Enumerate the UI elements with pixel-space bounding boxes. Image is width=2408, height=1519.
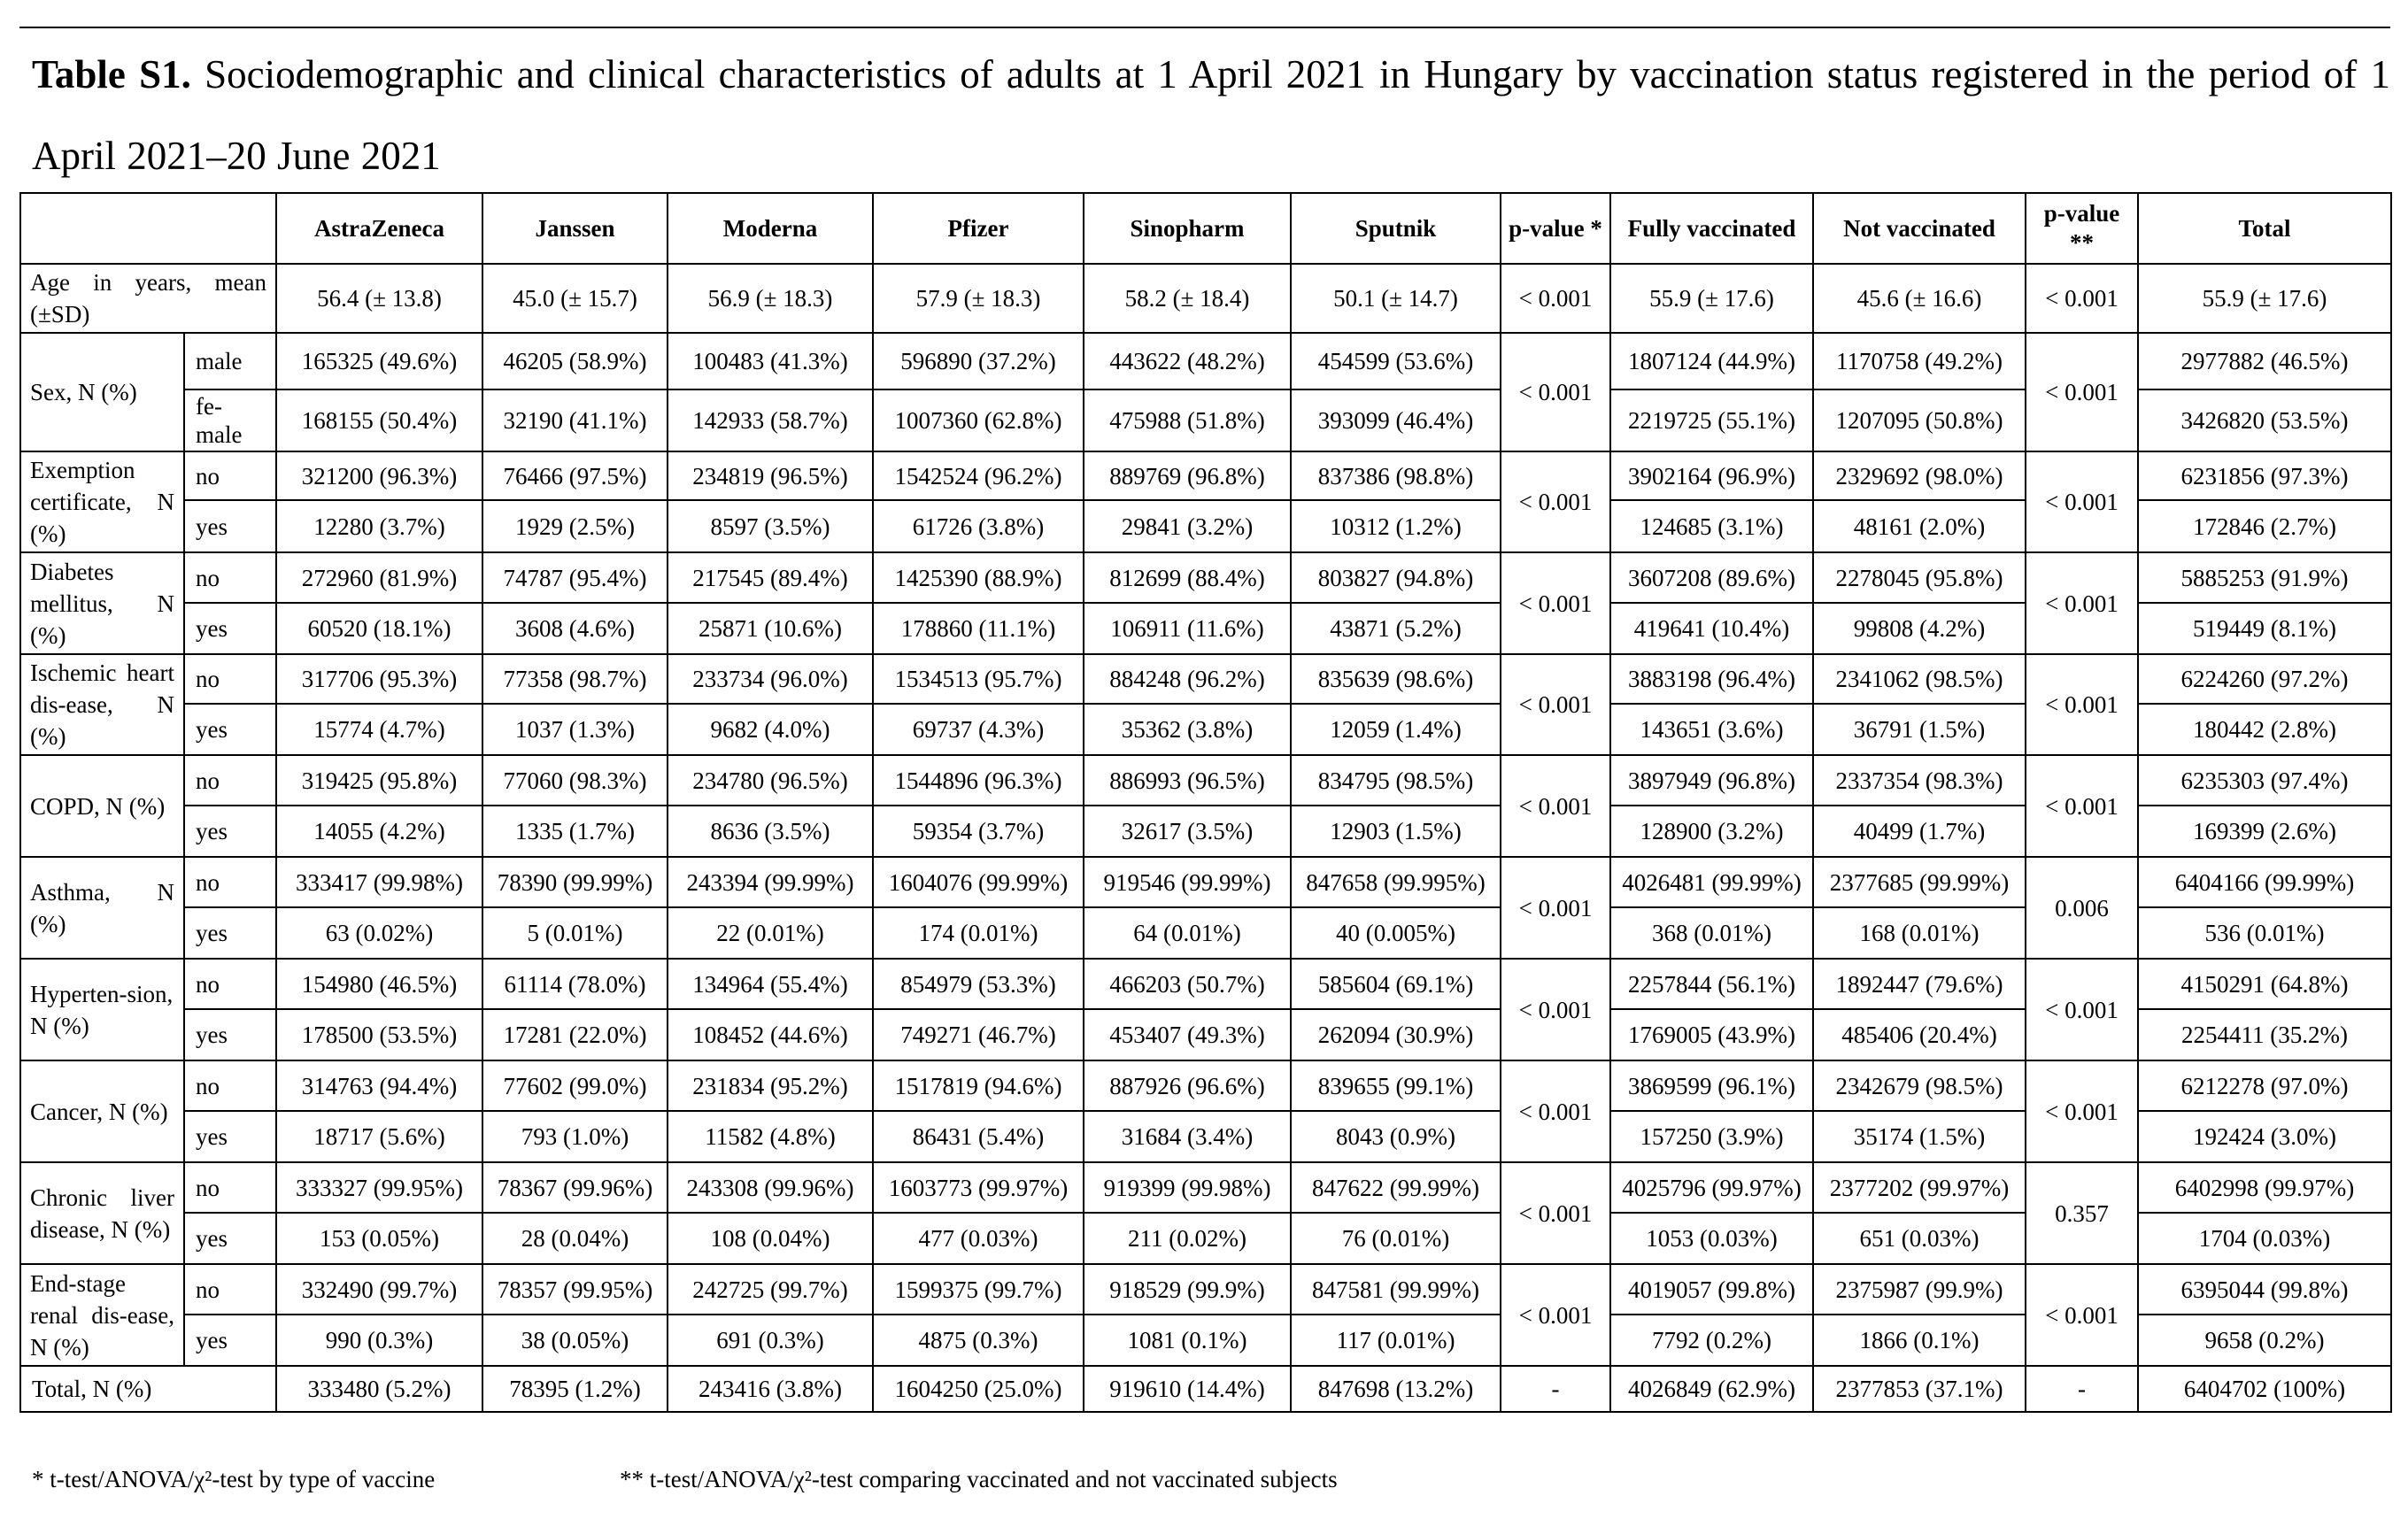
table-cell: 31684 (3.4%)	[1084, 1111, 1291, 1162]
table-cell: 154980 (46.5%)	[276, 959, 482, 1009]
table-cell: 314763 (94.4%)	[276, 1060, 482, 1111]
table-cell: 180442 (2.8%)	[2138, 704, 2391, 755]
table-cell: 4026481 (99.99%)	[1610, 857, 1813, 907]
col-header-astrazeneca: AstraZeneca	[276, 193, 482, 264]
table-cell: 6402998 (99.97%)	[2138, 1162, 2391, 1213]
table-cell: 1603773 (99.97%)	[873, 1162, 1084, 1213]
table-cell: 454599 (53.6%)	[1291, 333, 1501, 389]
table-cell: 1604250 (25.0%)	[873, 1366, 1084, 1412]
table-cell: 886993 (96.5%)	[1084, 755, 1291, 806]
table-cell: 100483 (41.3%)	[668, 333, 873, 389]
row-group-label: Asthma, N (%)	[20, 857, 184, 959]
table-cell: 12903 (1.5%)	[1291, 806, 1501, 857]
row-sublabel: no	[184, 654, 276, 704]
pvalue-cell: -	[2026, 1366, 2138, 1412]
table-cell: 38 (0.05%)	[482, 1315, 668, 1366]
table-cell: 78357 (99.95%)	[482, 1264, 668, 1315]
header-row	[20, 193, 2391, 264]
table-cell: 178860 (11.1%)	[873, 603, 1084, 654]
table-caption	[32, 34, 2390, 197]
table-cell: 157250 (3.9%)	[1610, 1111, 1813, 1162]
pvalue-cell: < 0.001	[2026, 1060, 2138, 1162]
table-cell: 485406 (20.4%)	[1813, 1009, 2026, 1060]
table-cell: 178500 (53.5%)	[276, 1009, 482, 1060]
row-sublabel: no	[184, 1162, 276, 1213]
table-cell: 919399 (99.98%)	[1084, 1162, 1291, 1213]
pvalue-cell: 0.006	[2026, 857, 2138, 959]
age-row	[20, 264, 2391, 333]
table-cell: 1544896 (96.3%)	[873, 755, 1084, 806]
table-cell: 2337354 (98.3%)	[1813, 755, 2026, 806]
table-row	[20, 1162, 2391, 1213]
table-cell: 9658 (0.2%)	[2138, 1315, 2391, 1366]
table-cell: 317706 (95.3%)	[276, 654, 482, 704]
row-group-label: Diabetes mellitus, N (%)	[20, 552, 184, 654]
table-cell: 8636 (3.5%)	[668, 806, 873, 857]
table-cell: 106911 (11.6%)	[1084, 603, 1291, 654]
table-cell: 29841 (3.2%)	[1084, 500, 1291, 552]
table-cell: 76466 (97.5%)	[482, 451, 668, 500]
table-cell: 585604 (69.1%)	[1291, 959, 1501, 1009]
table-cell: 172846 (2.7%)	[2138, 500, 2391, 552]
table-cell: 78390 (99.99%)	[482, 857, 668, 907]
table-cell: 2254411 (35.2%)	[2138, 1009, 2391, 1060]
pvalue-cell: < 0.001	[2026, 333, 2138, 451]
pvalue-cell: < 0.001	[2026, 451, 2138, 552]
row-sublabel: yes	[184, 1009, 276, 1060]
table-cell: 2375987 (99.9%)	[1813, 1264, 2026, 1315]
row-label-age: Age in years, mean (±SD)	[20, 264, 276, 333]
pvalue-cell: < 0.001	[2026, 552, 2138, 654]
table-row	[20, 451, 2391, 500]
table-cell: 596890 (37.2%)	[873, 333, 1084, 389]
col-header-pfizer: Pfizer	[873, 193, 1084, 264]
table-cell: 43871 (5.2%)	[1291, 603, 1501, 654]
table-cell: 272960 (81.9%)	[276, 552, 482, 603]
table-cell: 453407 (49.3%)	[1084, 1009, 1291, 1060]
table-cell: 243416 (3.8%)	[668, 1366, 873, 1412]
table-row	[20, 1060, 2391, 1111]
table-cell: 124685 (3.1%)	[1610, 500, 1813, 552]
col-header-moderna: Moderna	[668, 193, 873, 264]
total-row	[20, 1366, 2391, 1412]
table-cell: 2977882 (46.5%)	[2138, 333, 2391, 389]
table-cell: 59354 (3.7%)	[873, 806, 1084, 857]
row-label-total: Total, N (%)	[20, 1366, 276, 1412]
table-cell: 74787 (95.4%)	[482, 552, 668, 603]
col-header-pvalue-vaccine-type: p-value *	[1501, 193, 1610, 264]
table-row	[20, 755, 2391, 806]
table-cell: 651 (0.03%)	[1813, 1213, 2026, 1264]
table-cell: 174 (0.01%)	[873, 907, 1084, 959]
row-sublabel: male	[184, 333, 276, 389]
pvalue-cell: < 0.001	[1501, 264, 1610, 333]
table-cell: 847581 (99.99%)	[1291, 1264, 1501, 1315]
table-cell: 2377853 (37.1%)	[1813, 1366, 2026, 1412]
table-cell: 17281 (22.0%)	[482, 1009, 668, 1060]
table-cell: 1807124 (44.9%)	[1610, 333, 1813, 389]
table-cell: 847658 (99.995%)	[1291, 857, 1501, 907]
row-group-label: Cancer, N (%)	[20, 1060, 184, 1162]
table-cell: 36791 (1.5%)	[1813, 704, 2026, 755]
table-cell: 847622 (99.99%)	[1291, 1162, 1501, 1213]
row-group-label: Exemption certificate, N (%)	[20, 451, 184, 552]
table-cell: 46205 (58.9%)	[482, 333, 668, 389]
table-cell: 11582 (4.8%)	[668, 1111, 873, 1162]
table-cell: 99808 (4.2%)	[1813, 603, 2026, 654]
table-cell: 3608 (4.6%)	[482, 603, 668, 654]
table-cell: 6231856 (97.3%)	[2138, 451, 2391, 500]
table-cell: 2342679 (98.5%)	[1813, 1060, 2026, 1111]
row-sublabel: no	[184, 755, 276, 806]
table-cell: 1604076 (99.99%)	[873, 857, 1084, 907]
footnote-vaccinated: ** t-test/ANOVA/χ²-test comparing vaccinated and not vaccinated subjects	[620, 1466, 1338, 1492]
table-cell: 1007360 (62.8%)	[873, 389, 1084, 451]
col-header-fully-vaccinated: Fully vaccinated	[1610, 193, 1813, 264]
table-cell: 3902164 (96.9%)	[1610, 451, 1813, 500]
pvalue-cell: < 0.001	[2026, 959, 2138, 1060]
pvalue-cell: < 0.001	[1501, 451, 1610, 552]
table-cell: 847698 (13.2%)	[1291, 1366, 1501, 1412]
table-cell: 3869599 (96.1%)	[1610, 1060, 1813, 1111]
table-cell: 4019057 (99.8%)	[1610, 1264, 1813, 1315]
pvalue-cell: < 0.001	[1501, 333, 1610, 451]
table-cell: 10312 (1.2%)	[1291, 500, 1501, 552]
pvalue-cell: < 0.001	[1501, 552, 1610, 654]
row-sublabel: yes	[184, 1213, 276, 1264]
table-cell: 14055 (4.2%)	[276, 806, 482, 857]
table-cell: 61114 (78.0%)	[482, 959, 668, 1009]
table-cell: 1599375 (99.7%)	[873, 1264, 1084, 1315]
row-sublabel: yes	[184, 500, 276, 552]
table-cell: 2329692 (98.0%)	[1813, 451, 2026, 500]
table-cell: 1769005 (43.9%)	[1610, 1009, 1813, 1060]
table-cell: 108 (0.04%)	[668, 1213, 873, 1264]
table-cell: 18717 (5.6%)	[276, 1111, 482, 1162]
table-cell: 77060 (98.3%)	[482, 755, 668, 806]
table-cell: 3607208 (89.6%)	[1610, 552, 1813, 603]
table-cell: 69737 (4.3%)	[873, 704, 1084, 755]
table-cell: 837386 (98.8%)	[1291, 451, 1501, 500]
table-cell: 55.9 (± 17.6)	[1610, 264, 1813, 333]
table-cell: 142933 (58.7%)	[668, 389, 873, 451]
row-sublabel: yes	[184, 1111, 276, 1162]
col-header-not-vaccinated: Not vaccinated	[1813, 193, 2026, 264]
table-cell: 1053 (0.03%)	[1610, 1213, 1813, 1264]
table-cell: 77358 (98.7%)	[482, 654, 668, 704]
table-cell: 35362 (3.8%)	[1084, 704, 1291, 755]
row-group-label: Ischemic heart dis-ease, N (%)	[20, 654, 184, 755]
pvalue-cell: < 0.001	[1501, 1060, 1610, 1162]
table-cell: 2257844 (56.1%)	[1610, 959, 1813, 1009]
table-cell: 165325 (49.6%)	[276, 333, 482, 389]
table-cell: 393099 (46.4%)	[1291, 389, 1501, 451]
table-cell: 15774 (4.7%)	[276, 704, 482, 755]
pvalue-cell: -	[1501, 1366, 1610, 1412]
table-cell: 918529 (99.9%)	[1084, 1264, 1291, 1315]
table-cell: 2377202 (99.97%)	[1813, 1162, 2026, 1213]
row-group-label: Chronic liver disease, N (%)	[20, 1162, 184, 1264]
table-cell: 8043 (0.9%)	[1291, 1111, 1501, 1162]
table-cell: 12059 (1.4%)	[1291, 704, 1501, 755]
row-group-label: End-stage renal dis-ease, N (%)	[20, 1264, 184, 1366]
table-cell: 76 (0.01%)	[1291, 1213, 1501, 1264]
table-cell: 1929 (2.5%)	[482, 500, 668, 552]
col-header-sputnik: Sputnik	[1291, 193, 1501, 264]
table-cell: 884248 (96.2%)	[1084, 654, 1291, 704]
table-cell: 234780 (96.5%)	[668, 755, 873, 806]
table-cell: 233734 (96.0%)	[668, 654, 873, 704]
row-group-label: Hyperten-sion, N (%)	[20, 959, 184, 1060]
caption-label: Table S1.	[32, 52, 191, 96]
col-header-pvalue-vaccinated: p-value **	[2026, 193, 2138, 264]
table-cell: 56.4 (± 13.8)	[276, 264, 482, 333]
table-cell: 45.6 (± 16.6)	[1813, 264, 2026, 333]
table-cell: 4150291 (64.8%)	[2138, 959, 2391, 1009]
row-sublabel: yes	[184, 907, 276, 959]
table-cell: 211 (0.02%)	[1084, 1213, 1291, 1264]
table-cell: 168 (0.01%)	[1813, 907, 2026, 959]
pvalue-cell: < 0.001	[1501, 1264, 1610, 1366]
table-cell: 6235303 (97.4%)	[2138, 755, 2391, 806]
table-cell: 262094 (30.9%)	[1291, 1009, 1501, 1060]
table-cell: 919546 (99.99%)	[1084, 857, 1291, 907]
table-cell: 3426820 (53.5%)	[2138, 389, 2391, 451]
table-row	[20, 1264, 2391, 1315]
table-cell: 243394 (99.99%)	[668, 857, 873, 907]
row-sublabel: no	[184, 552, 276, 603]
table-cell: 117 (0.01%)	[1291, 1315, 1501, 1366]
table-cell: 25871 (10.6%)	[668, 603, 873, 654]
table-cell: 691 (0.3%)	[668, 1315, 873, 1366]
pvalue-cell: < 0.001	[2026, 755, 2138, 857]
table-cell: 1866 (0.1%)	[1813, 1315, 2026, 1366]
table-cell: 4875 (0.3%)	[873, 1315, 1084, 1366]
table-cell: 22 (0.01%)	[668, 907, 873, 959]
table-cell: 1037 (1.3%)	[482, 704, 668, 755]
table-cell: 55.9 (± 17.6)	[2138, 264, 2391, 333]
table-cell: 243308 (99.96%)	[668, 1162, 873, 1213]
table-cell: 108452 (44.6%)	[668, 1009, 873, 1060]
table-cell: 1170758 (49.2%)	[1813, 333, 2026, 389]
table-cell: 45.0 (± 15.7)	[482, 264, 668, 333]
table-cell: 333480 (5.2%)	[276, 1366, 482, 1412]
table-cell: 1517819 (94.6%)	[873, 1060, 1084, 1111]
row-sublabel: yes	[184, 806, 276, 857]
table-cell: 5 (0.01%)	[482, 907, 668, 959]
table-cell: 839655 (99.1%)	[1291, 1060, 1501, 1111]
table-row	[20, 959, 2391, 1009]
table-cell: 143651 (3.6%)	[1610, 704, 1813, 755]
table-cell: 990 (0.3%)	[276, 1315, 482, 1366]
table-cell: 12280 (3.7%)	[276, 500, 482, 552]
top-rule	[19, 27, 2390, 28]
table-cell: 887926 (96.6%)	[1084, 1060, 1291, 1111]
table-cell: 443622 (48.2%)	[1084, 333, 1291, 389]
table-cell: 40499 (1.7%)	[1813, 806, 2026, 857]
table-cell: 231834 (95.2%)	[668, 1060, 873, 1111]
table-cell: 64 (0.01%)	[1084, 907, 1291, 959]
table-cell: 128900 (3.2%)	[1610, 806, 1813, 857]
table-cell: 50.1 (± 14.7)	[1291, 264, 1501, 333]
table-cell: 1081 (0.1%)	[1084, 1315, 1291, 1366]
row-sublabel: no	[184, 959, 276, 1009]
footnote-vaccine-type: * t-test/ANOVA/χ²-test by type of vaccine	[32, 1466, 436, 1492]
row-sublabel: yes	[184, 704, 276, 755]
table-cell: 1207095 (50.8%)	[1813, 389, 2026, 451]
table-cell: 519449 (8.1%)	[2138, 603, 2391, 654]
table-cell: 834795 (98.5%)	[1291, 755, 1501, 806]
table-cell: 793 (1.0%)	[482, 1111, 668, 1162]
table-cell: 1704 (0.03%)	[2138, 1213, 2391, 1264]
col-header-sinopharm: Sinopharm	[1084, 193, 1291, 264]
pvalue-cell: < 0.001	[1501, 959, 1610, 1060]
caption-text: Sociodemographic and clinical characteristics of adults at 1 April 2021 in Hungary by vaccination status registered in the period of 1 April 2021–20 June 2021	[32, 52, 2391, 178]
table-cell: 3897949 (96.8%)	[1610, 755, 1813, 806]
pvalue-cell: < 0.001	[2026, 1264, 2138, 1366]
table-cell: 1534513 (95.7%)	[873, 654, 1084, 704]
pvalue-cell: < 0.001	[2026, 654, 2138, 755]
table-cell: 134964 (55.4%)	[668, 959, 873, 1009]
row-group-label: COPD, N (%)	[20, 755, 184, 857]
pvalue-cell: < 0.001	[1501, 654, 1610, 755]
table-cell: 28 (0.04%)	[482, 1213, 668, 1264]
col-header-janssen: Janssen	[482, 193, 668, 264]
table-cell: 749271 (46.7%)	[873, 1009, 1084, 1060]
table-cell: 168155 (50.4%)	[276, 389, 482, 451]
row-sublabel: no	[184, 451, 276, 500]
table-cell: 60520 (18.1%)	[276, 603, 482, 654]
table-cell: 78395 (1.2%)	[482, 1366, 668, 1412]
table-cell: 57.9 (± 18.3)	[873, 264, 1084, 333]
table-cell: 7792 (0.2%)	[1610, 1315, 1813, 1366]
table-row	[20, 333, 2391, 389]
table-row	[20, 654, 2391, 704]
table-cell: 8597 (3.5%)	[668, 500, 873, 552]
table-cell: 40 (0.005%)	[1291, 907, 1501, 959]
table-cell: 1542524 (96.2%)	[873, 451, 1084, 500]
table-cell: 368 (0.01%)	[1610, 907, 1813, 959]
table-cell: 169399 (2.6%)	[2138, 806, 2391, 857]
table-cell: 332490 (99.7%)	[276, 1264, 482, 1315]
table-cell: 333417 (99.98%)	[276, 857, 482, 907]
table-cell: 77602 (99.0%)	[482, 1060, 668, 1111]
pvalue-cell: < 0.001	[2026, 264, 2138, 333]
table-cell: 58.2 (± 18.4)	[1084, 264, 1291, 333]
table-cell: 812699 (88.4%)	[1084, 552, 1291, 603]
table-cell: 1335 (1.7%)	[482, 806, 668, 857]
table-cell: 321200 (96.3%)	[276, 451, 482, 500]
table-cell: 477 (0.03%)	[873, 1213, 1084, 1264]
table-cell: 61726 (3.8%)	[873, 500, 1084, 552]
table-cell: 192424 (3.0%)	[2138, 1111, 2391, 1162]
table-cell: 6395044 (99.8%)	[2138, 1264, 2391, 1315]
table-cell: 48161 (2.0%)	[1813, 500, 2026, 552]
table-cell: 6404166 (99.99%)	[2138, 857, 2391, 907]
row-sublabel: fe-male	[184, 389, 276, 451]
row-group-label: Sex, N (%)	[20, 333, 184, 451]
table-cell: 419641 (10.4%)	[1610, 603, 1813, 654]
table-cell: 4025796 (99.97%)	[1610, 1162, 1813, 1213]
table-cell: 333327 (99.95%)	[276, 1162, 482, 1213]
table-cell: 35174 (1.5%)	[1813, 1111, 2026, 1162]
table-cell: 32190 (41.1%)	[482, 389, 668, 451]
table-cell: 2278045 (95.8%)	[1813, 552, 2026, 603]
table-cell: 889769 (96.8%)	[1084, 451, 1291, 500]
table-cell: 5885253 (91.9%)	[2138, 552, 2391, 603]
table-cell: 2377685 (99.99%)	[1813, 857, 2026, 907]
header-empty-cell	[20, 193, 276, 264]
table-cell: 153 (0.05%)	[276, 1213, 482, 1264]
table-cell: 78367 (99.96%)	[482, 1162, 668, 1213]
table-cell: 319425 (95.8%)	[276, 755, 482, 806]
table-cell: 32617 (3.5%)	[1084, 806, 1291, 857]
table-cell: 2219725 (55.1%)	[1610, 389, 1813, 451]
table-cell: 63 (0.02%)	[276, 907, 482, 959]
pvalue-cell: < 0.001	[1501, 857, 1610, 959]
table-cell: 6404702 (100%)	[2138, 1366, 2391, 1412]
table-cell: 4026849 (62.9%)	[1610, 1366, 1813, 1412]
table-row	[20, 552, 2391, 603]
table-cell: 803827 (94.8%)	[1291, 552, 1501, 603]
pvalue-cell: 0.357	[2026, 1162, 2138, 1264]
table-cell: 466203 (50.7%)	[1084, 959, 1291, 1009]
col-header-total: Total	[2138, 193, 2391, 264]
table-cell: 9682 (4.0%)	[668, 704, 873, 755]
row-sublabel: yes	[184, 1315, 276, 1366]
row-sublabel: yes	[184, 603, 276, 654]
table-cell: 6224260 (97.2%)	[2138, 654, 2391, 704]
table-cell: 242725 (99.7%)	[668, 1264, 873, 1315]
table-cell: 854979 (53.3%)	[873, 959, 1084, 1009]
table-cell: 1892447 (79.6%)	[1813, 959, 2026, 1009]
table-cell: 56.9 (± 18.3)	[668, 264, 873, 333]
table-cell: 3883198 (96.4%)	[1610, 654, 1813, 704]
table-cell: 2341062 (98.5%)	[1813, 654, 2026, 704]
table-cell: 1425390 (88.9%)	[873, 552, 1084, 603]
pvalue-cell: < 0.001	[1501, 755, 1610, 857]
table-cell: 835639 (98.6%)	[1291, 654, 1501, 704]
row-sublabel: no	[184, 857, 276, 907]
table-cell: 536 (0.01%)	[2138, 907, 2391, 959]
table-cell: 234819 (96.5%)	[668, 451, 873, 500]
characteristics-table	[19, 192, 2392, 1413]
table-cell: 6212278 (97.0%)	[2138, 1060, 2391, 1111]
table-cell: 919610 (14.4%)	[1084, 1366, 1291, 1412]
table-cell: 86431 (5.4%)	[873, 1111, 1084, 1162]
table-cell: 475988 (51.8%)	[1084, 389, 1291, 451]
row-sublabel: no	[184, 1264, 276, 1315]
table-row	[20, 857, 2391, 907]
pvalue-cell: < 0.001	[1501, 1162, 1610, 1264]
table-cell: 217545 (89.4%)	[668, 552, 873, 603]
row-sublabel: no	[184, 1060, 276, 1111]
